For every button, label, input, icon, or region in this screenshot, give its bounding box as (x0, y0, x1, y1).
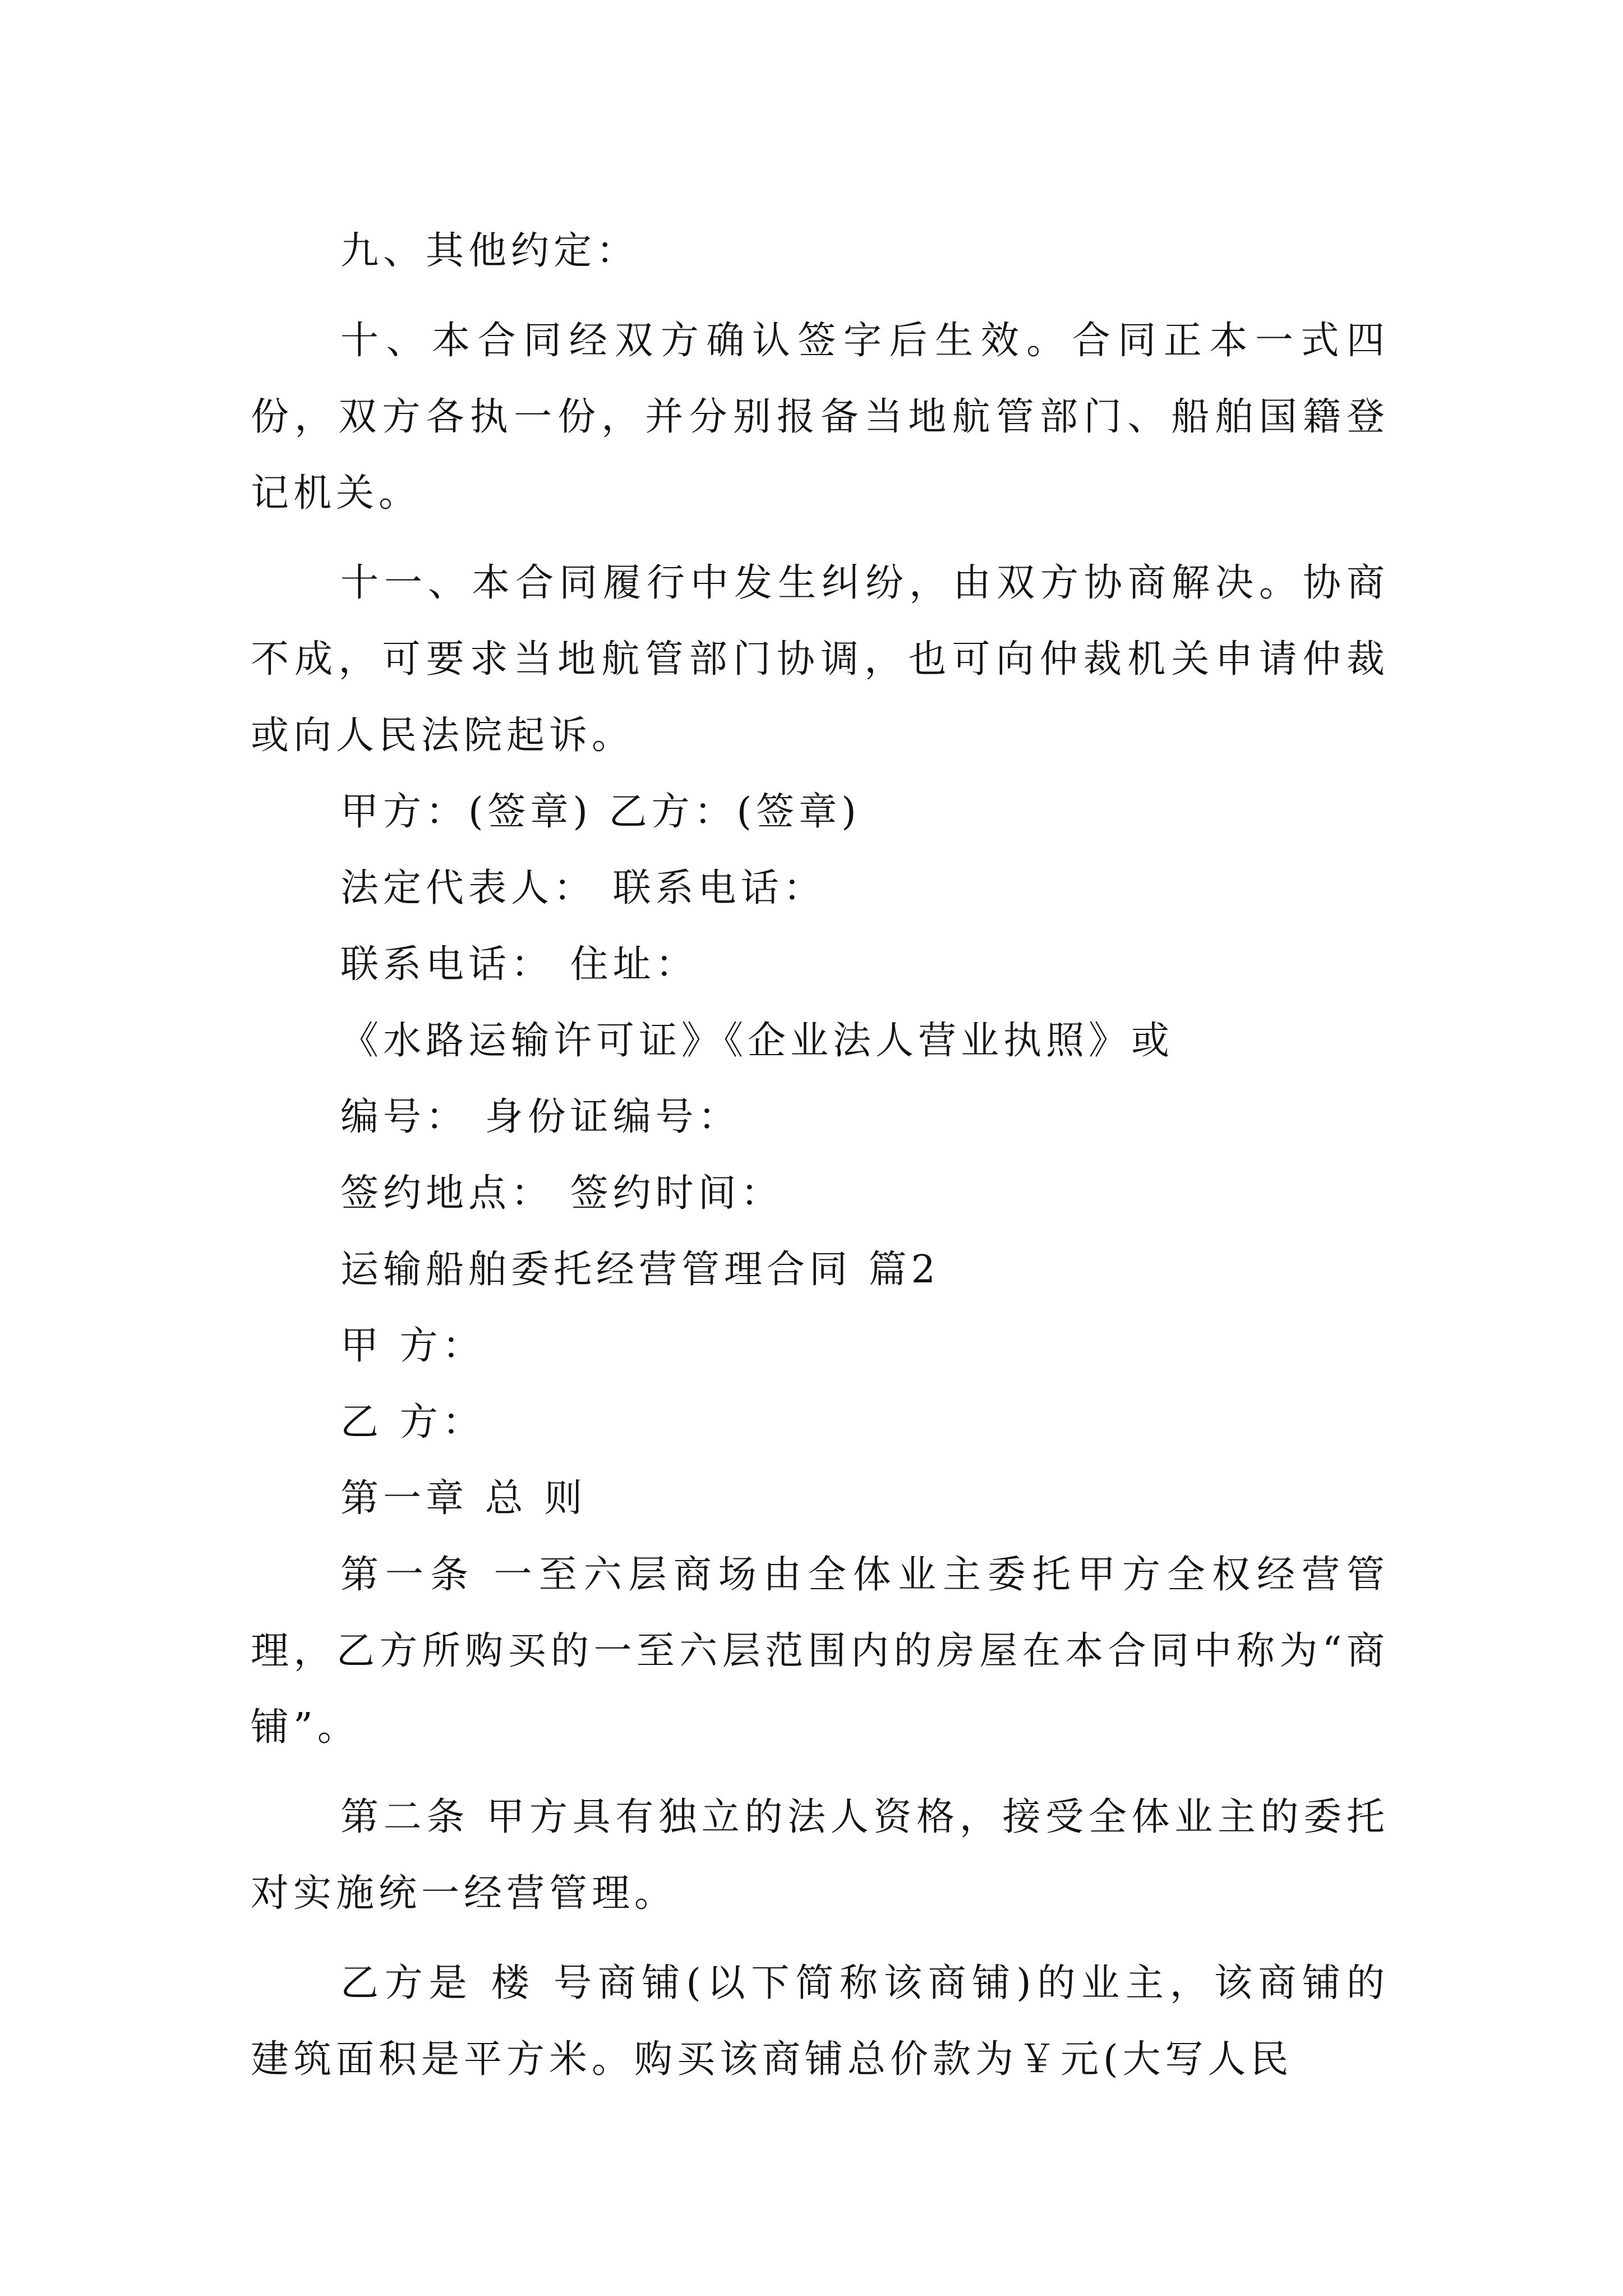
signature-line-license: 《水路运输许可证》《企业法人营业执照》或 (340, 1019, 1174, 1063)
party-a-line: 甲 方： (340, 1324, 485, 1368)
document-body (251, 213, 1389, 2098)
article-2-paragraph: 第二条 甲方具有独立的法人资格，接受全体业主的委托对实施统一经营管理。 (251, 1795, 1389, 1916)
signature-line-representative: 法定代表人： 联系电话： (340, 866, 826, 910)
shop-owner-paragraph: 乙方是 楼 号商铺(以下简称该商铺)的业主，该商铺的建筑面积是平方米。购买该商铺总价款为￥元(大写人民 (251, 1961, 1389, 2082)
signature-line-place-time: 签约地点： 签约时间： (340, 1171, 783, 1216)
clause-10-paragraph: 十、本合同经双方确认签字后生效。合同正本一式四份，双方各执一份，并分别报备当地航管部门、船舶国籍登记机关。 (251, 319, 1389, 516)
article-1-paragraph: 第一条 一至六层商场由全体业主委托甲方全权经营管理，乙方所购买的一至六层范围内的房屋在本合同中称为“商铺”。 (251, 1553, 1389, 1750)
contract-2-title: 运输船舶委托经营管理合同 篇2 (340, 1248, 940, 1292)
chapter-1-heading: 第一章 总 则 (340, 1476, 587, 1521)
clause-11-paragraph: 十一、本合同履行中发生纠纷，由双方协商解决。协商不成，可要求当地航管部门协调，也可向仲裁机关申请仲裁或向人民法院起诉。 (251, 561, 1389, 758)
clause-9-heading: 九、其他约定： (340, 229, 639, 273)
party-b-line: 乙 方： (340, 1400, 485, 1444)
signature-line-party: 甲方：(签章) 乙方：(签章) (340, 790, 861, 834)
signature-line-number: 编号： 身份证编号： (340, 1095, 741, 1139)
signature-line-contact: 联系电话： 住址： (340, 942, 698, 987)
